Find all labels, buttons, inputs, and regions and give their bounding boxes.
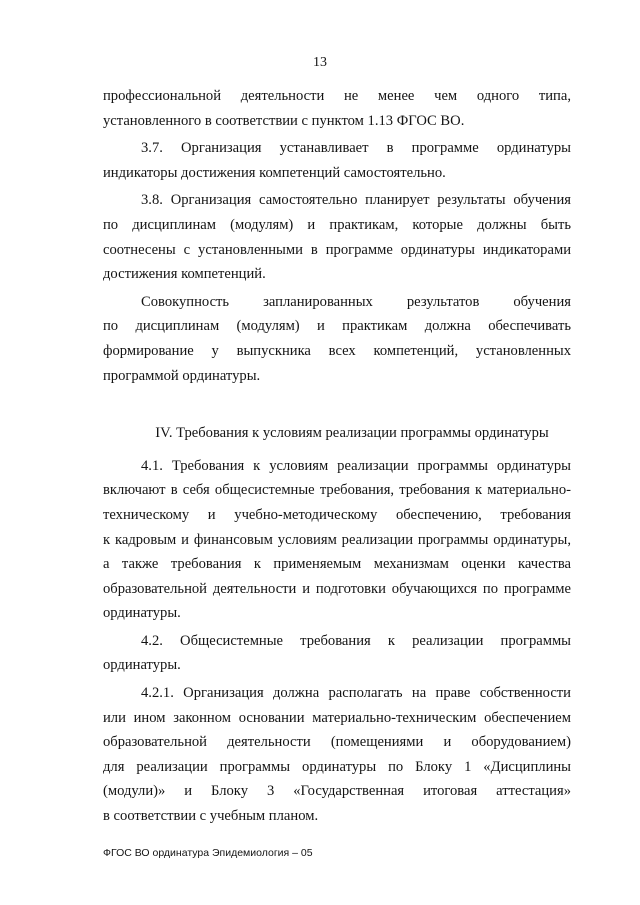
text-line: 4.2.1. Организация должна располагать на праве собственности [141, 685, 571, 702]
text-line: 4.1. Требования к условиям реализации программы ординатуры [141, 457, 571, 474]
text-line: образовательной деятельности (помещениями и оборудованием) [103, 734, 571, 751]
paragraph-3-7 [103, 136, 571, 185]
text-line: профессиональной деятельности не менее чем одного типа, [103, 88, 571, 104]
text-line: или ином законном основании материально-техническим обеспечением [103, 709, 571, 726]
text-line: включают в себя общесистемные требования, требования к материально- [103, 482, 571, 499]
paragraph-3-8 [103, 188, 571, 286]
paragraph-learning-outcomes [103, 290, 571, 388]
text-line: формирование у выпускника всех компетенций, установленных [103, 342, 571, 359]
text-line: техническому и учебно-методическому обеспечению, требования [103, 506, 571, 523]
text-line: индикаторы достижения компетенций самостоятельно. [103, 164, 446, 181]
text-line: образовательной деятельности и подготовки обучающихся по программе [103, 580, 571, 597]
text-line: 3.7. Организация устанавливает в программе ординатуры [141, 140, 571, 157]
text-line: а также требования к применяемым механизмам оценки качества [103, 556, 571, 573]
footer-document-code: ФГОС ВО ординатура Эпидемиология – 05 [103, 847, 313, 859]
text-line: 4.2. Общесистемные требования к реализации программы [141, 632, 571, 649]
text-line: по дисциплинам (модулям) и практикам, которые должны быть [103, 216, 571, 233]
paragraph-4-2-1 [103, 681, 571, 829]
text-line: (модули)» и Блоку 3 «Государственная итоговая аттестация» [103, 783, 571, 800]
paragraph-profession-types [103, 84, 571, 133]
text-line: достижения компетенций. [103, 266, 266, 283]
text-line: программой ординатуры. [103, 367, 261, 384]
section-heading: IV. Требования к условиям реализации программы ординатуры [155, 425, 549, 442]
text-line: для реализации программы ординатуры по Блоку 1 «Дисциплины [103, 758, 571, 775]
page-number: 13 [313, 55, 327, 70]
document-body [103, 84, 571, 829]
text-line: к кадровым и финансовым условиям реализации программы ординатуры, [103, 531, 571, 548]
text-line: ординатуры. [103, 605, 181, 622]
text-line: 3.8. Организация самостоятельно планирует результаты обучения [141, 192, 571, 209]
text-line: в соответствии с учебным планом. [103, 808, 319, 825]
paragraph-4-2 [103, 629, 571, 678]
text-line: ординатуры. [103, 657, 181, 674]
text-line: Совокупность запланированных результатов обучения [141, 293, 571, 310]
text-line: установленного в соответствии с пунктом 1.13 ФГОС ВО. [103, 112, 465, 129]
text-line: по дисциплинам (модулям) и практикам должна обеспечивать [103, 318, 571, 335]
paragraph-4-1 [103, 454, 571, 626]
text-line: соотнесены с установленными в программе ординатуры индикаторами [103, 241, 571, 258]
